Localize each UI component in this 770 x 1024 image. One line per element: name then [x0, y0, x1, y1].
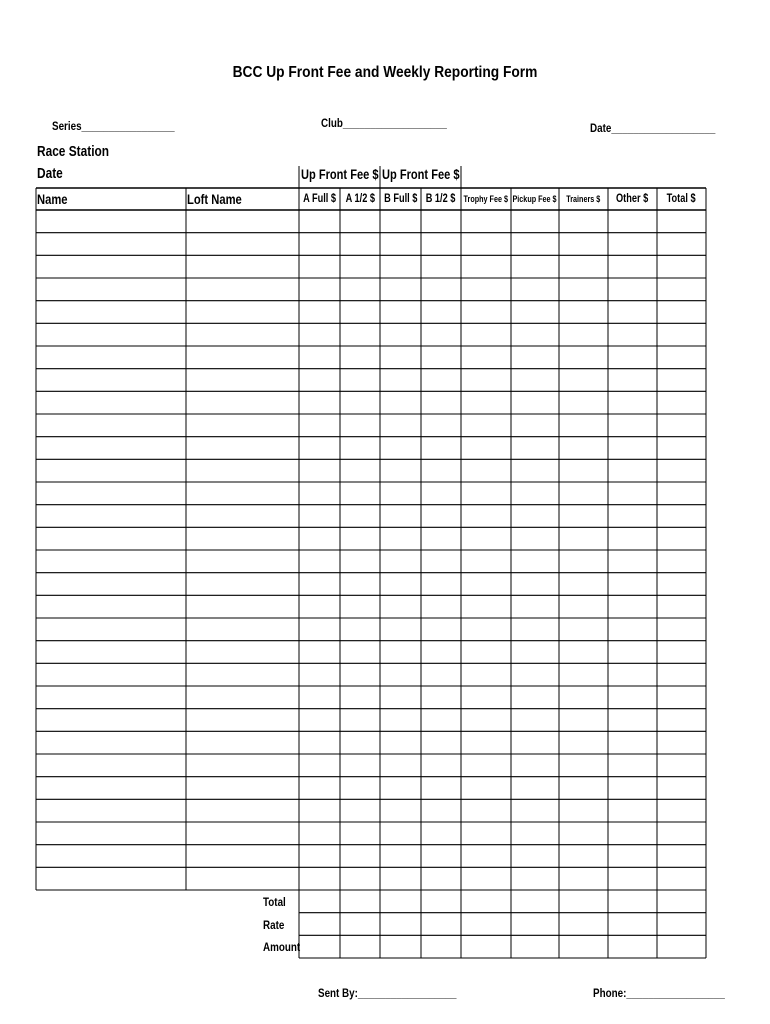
- column-header-label: Name: [37, 191, 68, 207]
- column-header-label: A 1/2 $: [345, 193, 375, 205]
- series-field[interactable]: Series_________________: [52, 119, 175, 133]
- column-header: [341, 188, 379, 210]
- summary-total-label: Total: [263, 895, 286, 909]
- summary-rate-label: Rate: [263, 918, 285, 932]
- summary-amount-label: Amount: [263, 940, 301, 954]
- date-field[interactable]: Date___________________: [590, 121, 716, 135]
- upfront-fee-b-label: Up Front Fee $: [382, 167, 460, 182]
- form-title: BCC Up Front Fee and Weekly Reporting Form: [232, 64, 538, 81]
- upfront-fee-a-label: Up Front Fee $: [301, 167, 379, 182]
- phone-field[interactable]: Phone:__________________: [593, 986, 725, 1000]
- column-header: [300, 188, 339, 210]
- sent-by-field[interactable]: Sent By:__________________: [318, 986, 457, 1000]
- column-header: [37, 188, 185, 210]
- club-field[interactable]: Club___________________: [321, 116, 447, 130]
- column-header: [422, 188, 460, 210]
- column-header-label: Loft Name: [187, 191, 242, 207]
- column-header: [609, 188, 656, 210]
- column-header: [187, 188, 298, 210]
- column-header: [560, 188, 607, 210]
- column-header-label: Other $: [616, 193, 649, 205]
- column-header: [462, 188, 510, 210]
- column-header-label: B 1/2 $: [426, 193, 456, 205]
- column-header-label: Total $: [667, 193, 696, 205]
- column-header: [381, 188, 420, 210]
- column-header-label: B Full $: [383, 193, 418, 205]
- column-header-label: Pickup Fee $: [512, 194, 558, 204]
- column-header-label: Trainers $: [566, 194, 601, 204]
- column-header-label: A Full $: [303, 193, 336, 205]
- race-date-label: Date: [37, 166, 63, 182]
- column-header-label: Trophy Fee $: [463, 194, 509, 204]
- race-station-label: Race Station: [37, 144, 110, 160]
- column-header: [658, 188, 705, 210]
- column-header: [512, 188, 558, 210]
